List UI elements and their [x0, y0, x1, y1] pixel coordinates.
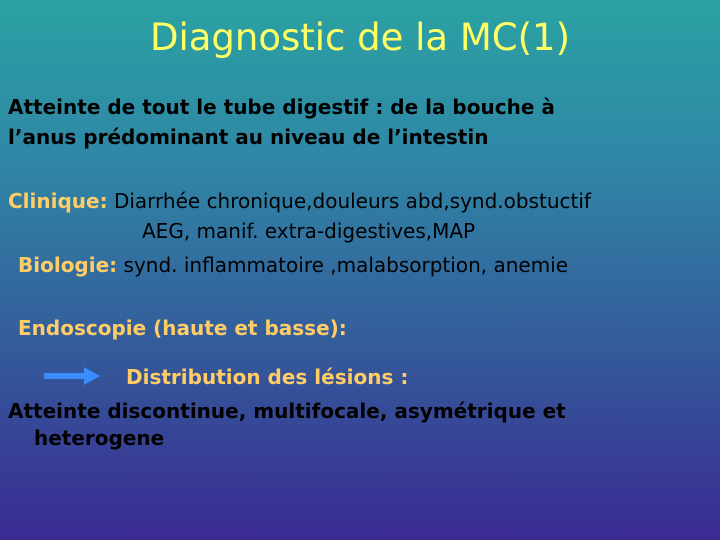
- clinique-text-1: Diarrhée chronique,douleurs abd,synd.obstuctif: [107, 189, 591, 213]
- clinique-line: [8, 189, 591, 213]
- distribution-label: Distribution des lésions :: [126, 365, 409, 389]
- biologie-line: [18, 253, 568, 277]
- endoscopie-label: Endoscopie (haute et basse):: [18, 316, 347, 340]
- slide-title: Diagnostic de la MC(1): [149, 16, 571, 59]
- clinique-text-2: AEG, manif. extra-digestives,MAP: [142, 219, 476, 243]
- intro-paragraph: [8, 92, 708, 152]
- right-arrow-icon: [44, 367, 100, 385]
- atteinte-line-1: Atteinte discontinue, multifocale, asymétrique et: [8, 399, 566, 423]
- biologie-label: Biologie:: [18, 253, 118, 277]
- biologie-text: synd. inflammatoire ,malabsorption, anemie: [117, 253, 569, 277]
- intro-line-1: Atteinte de tout le tube digestif : de la bouche à: [8, 95, 555, 119]
- clinique-label: Clinique:: [8, 189, 108, 213]
- atteinte-line-2: heterogene: [34, 426, 165, 450]
- intro-line-2: l’anus prédominant au niveau de l’intestin: [8, 125, 489, 149]
